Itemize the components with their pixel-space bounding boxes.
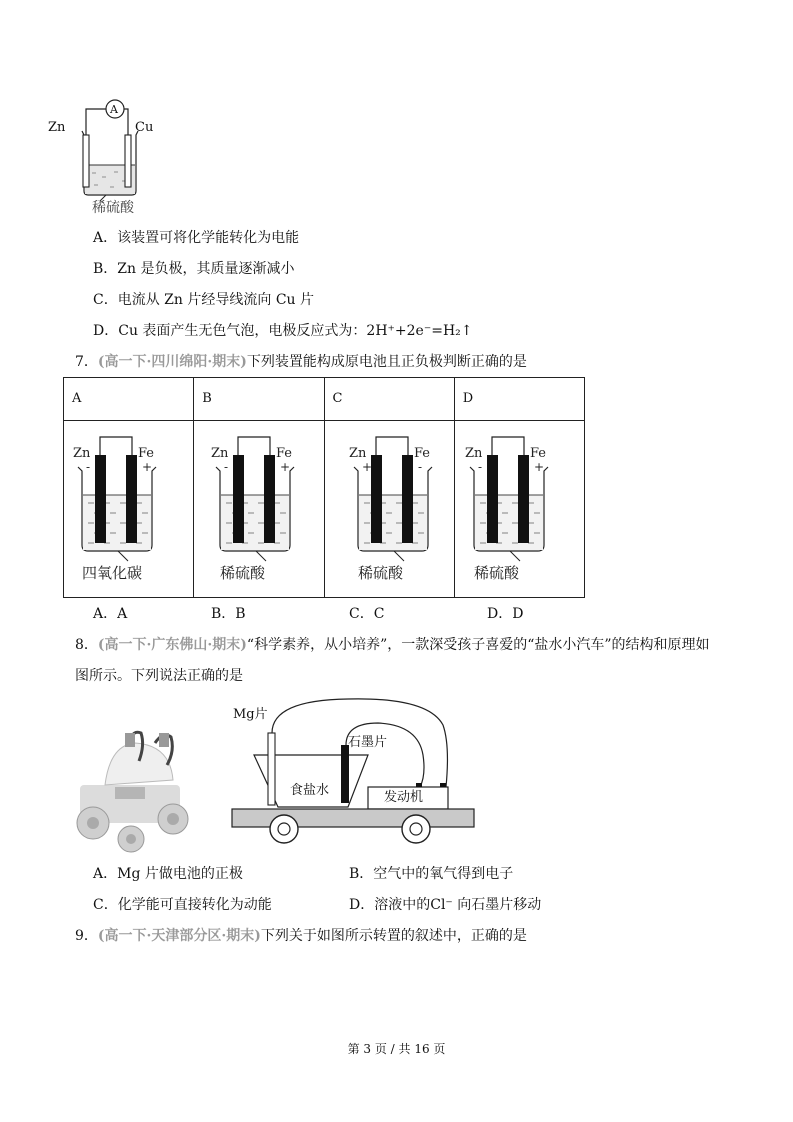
right-electrode-label: Fe <box>276 446 293 461</box>
q7-beaker-d <box>462 423 587 593</box>
graphite-label: 石墨片 <box>348 735 388 750</box>
right-polarity-sign: + <box>534 460 545 474</box>
q7-answer-b: B．B <box>211 606 246 622</box>
right-polarity-sign: + <box>280 460 291 474</box>
q8-source-tag: (高一下·广东佛山·期末) <box>97 637 247 653</box>
right-electrode-label: Fe <box>530 446 547 461</box>
ammeter-symbol: A <box>110 103 118 116</box>
right-electrode-label: Fe <box>138 446 155 461</box>
left-polarity-sign: - <box>224 460 229 474</box>
q6-option-d: D．Cu 表面产生无色气泡，电极反应式为：2H⁺+2e⁻=H₂↑ <box>93 323 473 339</box>
q7-header-c: C <box>324 378 454 421</box>
solution-label: 稀硫酸 <box>474 564 520 582</box>
q8-option-a: A．Mg 片做电池的正极 <box>93 866 243 882</box>
cu-label: Cu <box>135 120 154 135</box>
engine-label: 发动机 <box>384 790 424 805</box>
right-polarity-sign: - <box>418 460 423 474</box>
q7-header-a: A <box>64 378 194 421</box>
left-polarity-sign: - <box>478 460 483 474</box>
q8-question-line2: 图所示。下列说法正确的是 <box>75 668 243 684</box>
q6-option-c: C．电流从 Zn 片经导线流向 Cu 片 <box>93 292 314 308</box>
solution-label: 稀硫酸 <box>358 564 404 582</box>
q7-beaker-a <box>70 423 195 593</box>
toy-car-photo <box>75 725 200 855</box>
q7-beaker-c <box>346 423 471 593</box>
left-electrode-label: Zn <box>211 446 229 461</box>
q7-beaker-b <box>208 423 333 593</box>
left-electrode-label: Zn <box>73 446 91 461</box>
q9-source-tag: (高一下·天津部分区·期末) <box>97 928 261 944</box>
salt-water-label: 食盐水 <box>290 783 330 798</box>
q7-answer-d: D．D <box>487 606 524 622</box>
right-electrode-label: Fe <box>414 446 431 461</box>
q7-answer-a: A．A <box>93 606 128 622</box>
q8-option-c: C．化学能可直接转化为动能 <box>93 897 272 913</box>
page-footer: 第 3 页 / 共 16 页 <box>347 1042 446 1056</box>
left-electrode-label: Zn <box>465 446 483 461</box>
q8-option-b: B．空气中的氧气得到电子 <box>349 866 514 882</box>
q8-question-line1: 8．(高一下·广东佛山·期末)“科学素养，从小培养”，一款深受孩子喜爱的“盐水小汽车”的结构和原理如 <box>75 637 710 653</box>
q9-question: 9．(高一下·天津部分区·期末)下列关于如图所示转置的叙述中，正确的是 <box>75 928 527 944</box>
q7-header-b: B <box>194 378 324 421</box>
left-electrode-label: Zn <box>349 446 367 461</box>
q7-source-tag: (高一下·四川绵阳·期末) <box>97 354 247 370</box>
q7-answer-c: C．C <box>349 606 385 622</box>
q6-option-b: B．Zn 是负极，其质量逐渐减小 <box>93 261 295 277</box>
q8-option-d: D．溶液中的Cl⁻ 向石墨片移动 <box>349 897 542 913</box>
q7-header-d: D <box>454 378 584 421</box>
left-polarity-sign: - <box>86 460 91 474</box>
solution-label: 稀硫酸 <box>220 564 266 582</box>
q7-question: 7．(高一下·四川绵阳·期末)下列装置能构成原电池且正负极判断正确的是 <box>75 354 527 370</box>
solution-label: 稀硫酸 <box>92 200 134 216</box>
mg-label: Mg片 <box>233 707 268 722</box>
zn-label: Zn <box>48 120 66 135</box>
left-polarity-sign: + <box>362 460 373 474</box>
solution-label: 四氧化碳 <box>82 564 143 582</box>
right-polarity-sign: + <box>142 460 153 474</box>
q6-option-a: A．该装置可将化学能转化为电能 <box>93 230 300 246</box>
